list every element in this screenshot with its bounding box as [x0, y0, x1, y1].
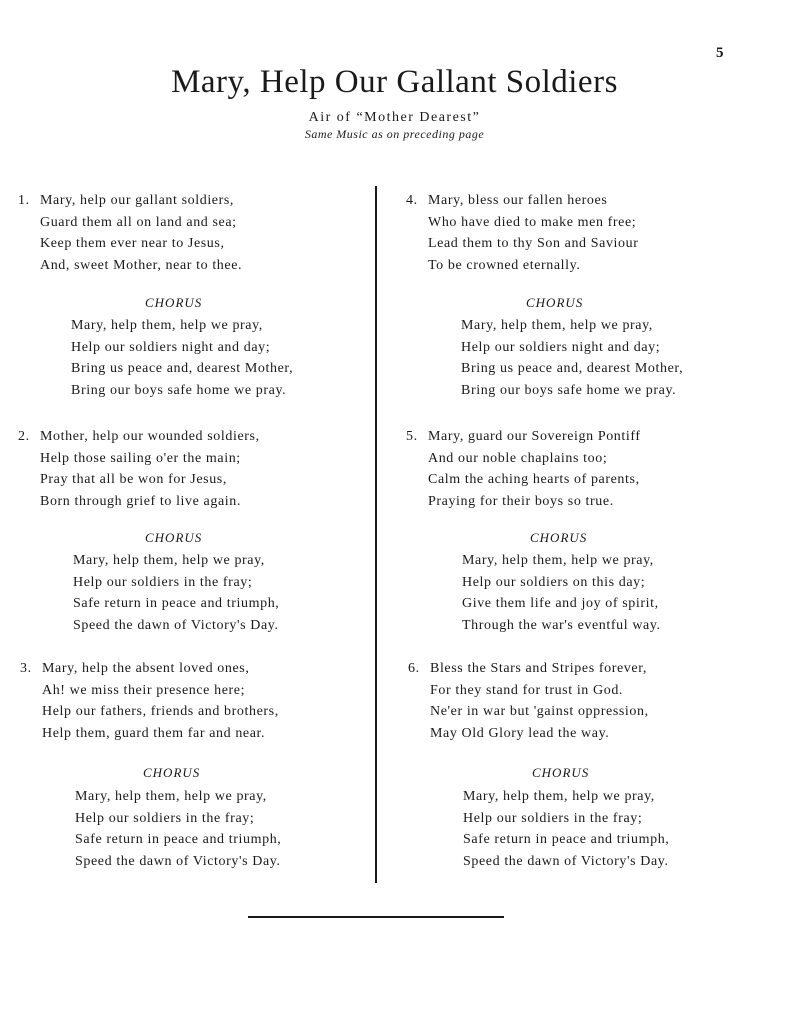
song-title: Mary, Help Our Gallant Soldiers [171, 64, 618, 100]
verse-line: Mother, help our wounded soldiers, [40, 429, 260, 444]
verse-line: Help those sailing o'er the main; [40, 450, 241, 466]
chorus-6 [463, 786, 669, 872]
verse-line: Help our fathers, friends and brothers, [42, 704, 279, 719]
chorus-line: Help our soldiers night and day; [71, 339, 271, 355]
verse-line: And, sweet Mother, near to thee. [40, 257, 243, 273]
chorus-line: Bring our boys safe home we pray. [461, 382, 677, 398]
verse-line: Praying for their boys so true. [428, 493, 614, 509]
chorus-line: Help our soldiers in the fray; [75, 810, 255, 826]
chorus-line: Bring our boys safe home we pray. [71, 382, 287, 398]
chorus-line: Speed the dawn of Victory's Day. [75, 853, 281, 869]
chorus-line: Speed the dawn of Victory's Day. [463, 853, 669, 869]
verse-line: May Old Glory lead the way. [430, 725, 610, 741]
chorus-label: CHORUS [526, 295, 584, 310]
verse-2 [18, 426, 260, 512]
chorus-line: Help our soldiers in the fray; [73, 574, 253, 590]
chorus-5 [462, 550, 661, 636]
chorus-line: Through the war's eventful way. [462, 617, 661, 633]
chorus-label: CHORUS [143, 765, 201, 780]
chorus-line: Help our soldiers on this day; [462, 574, 646, 590]
column-divider [375, 186, 377, 883]
verse-line: Ah! we miss their presence here; [42, 682, 246, 698]
chorus-2 [73, 550, 279, 636]
chorus-line: Mary, help them, help we pray, [71, 318, 263, 333]
verse-line: To be crowned eternally. [428, 257, 581, 273]
verse-line: Pray that all be won for Jesus, [40, 472, 227, 487]
verse-line: Ne'er in war but 'gainst oppression, [430, 704, 649, 719]
verse-5 [406, 426, 641, 512]
verse-line: Guard them all on land and sea; [40, 214, 237, 230]
verse-line: For they stand for trust in God. [430, 682, 624, 698]
verse-number: 5. [406, 429, 418, 444]
air-subtitle: Air of “Mother Dearest” [308, 110, 481, 125]
verse-line: Lead them to thy Son and Saviour [428, 236, 639, 251]
verse-line: Bless the Stars and Stripes forever, [430, 661, 647, 676]
verse-6 [408, 658, 649, 744]
chorus-line: Safe return in peace and triumph, [463, 832, 670, 847]
chorus-line: Speed the dawn of Victory's Day. [73, 617, 279, 633]
verse-4 [406, 190, 639, 276]
chorus-1 [71, 315, 293, 401]
verse-number: 2. [18, 429, 30, 444]
chorus-label: CHORUS [532, 765, 590, 780]
chorus-line: Mary, help them, help we pray, [461, 318, 653, 333]
chorus-line: Mary, help them, help we pray, [462, 553, 654, 568]
chorus-line: Mary, help them, help we pray, [463, 789, 655, 804]
chorus-line: Bring us peace and, dearest Mother, [461, 361, 684, 376]
chorus-label: CHORUS [530, 530, 588, 545]
chorus-label: CHORUS [145, 295, 203, 310]
chorus-line: Help our soldiers in the fray; [463, 810, 643, 826]
verse-line: Keep them ever near to Jesus, [40, 236, 225, 251]
verse-line: Mary, bless our fallen heroes [428, 193, 608, 208]
verse-line: Calm the aching hearts of parents, [428, 472, 640, 487]
verse-line: Mary, help our gallant soldiers, [40, 193, 235, 208]
music-note: Same Music as on preceding page [304, 127, 485, 141]
verse-line: Help them, guard them far and near. [42, 725, 266, 741]
chorus-line: Give them life and joy of spirit, [462, 596, 659, 611]
chorus-line: Mary, help them, help we pray, [73, 553, 265, 568]
verse-number: 1. [18, 193, 30, 208]
verse-1 [18, 190, 242, 276]
chorus-line: Safe return in peace and triumph, [73, 596, 280, 611]
verse-line: Mary, guard our Sovereign Pontiff [428, 429, 641, 444]
verse-line: Born through grief to live again. [40, 493, 241, 509]
chorus-label: CHORUS [145, 530, 203, 545]
verse-number: 6. [408, 661, 420, 676]
verse-line: And our noble chaplains too; [428, 450, 608, 466]
verse-number: 4. [406, 193, 418, 208]
chorus-4 [461, 315, 683, 401]
chorus-3 [75, 786, 281, 872]
chorus-line: Mary, help them, help we pray, [75, 789, 267, 804]
verse-line: Who have died to make men free; [428, 214, 637, 230]
chorus-line: Help our soldiers night and day; [461, 339, 661, 355]
verse-line: Mary, help the absent loved ones, [42, 661, 250, 676]
page-number: 5 [716, 45, 724, 61]
chorus-line: Bring us peace and, dearest Mother, [71, 361, 294, 376]
chorus-line: Safe return in peace and triumph, [75, 832, 282, 847]
verse-number: 3. [20, 661, 32, 676]
bottom-rule [248, 916, 504, 918]
verse-3 [20, 658, 279, 744]
